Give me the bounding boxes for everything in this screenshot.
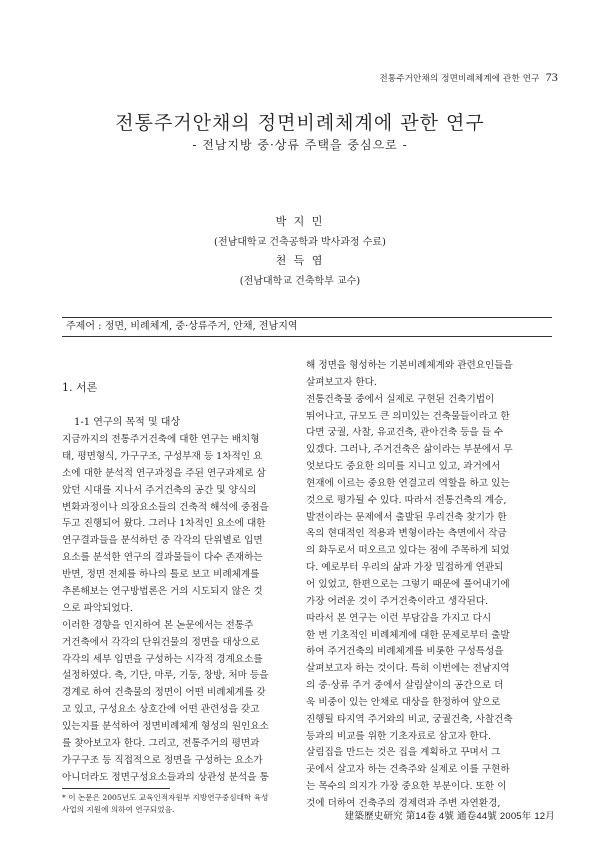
body-text-line: 가장 어려운 것이 주거건축이라고 생각된다. — [306, 595, 489, 607]
body-text-line: 살펴보고자 하는 것이다. 특히 이번에는 전남지역 — [306, 663, 510, 675]
subsection-heading: 1-1 연구의 목적 및 대상 — [74, 417, 181, 428]
author-affiliation-2: (전남대학교 건축학부 교수) — [239, 276, 361, 287]
body-text-line: 를 찾아보고자 한다. 그리고, 전통주거의 평면과 — [62, 738, 260, 750]
body-text-line: 지금까지의 전통주거건축에 대한 연구는 배치형 — [62, 434, 260, 445]
footnote-line: 사업의 지원에 의하여 연구되었음. — [62, 805, 175, 814]
body-text-line: 따라서 본 연구는 이런 부담감을 가지고 다시 — [306, 612, 492, 624]
body-text-line: 진행될 타지역 주거와의 비교, 궁궐건축, 사찰건축 — [306, 713, 513, 725]
body-text-line: 현재에 이르는 중요한 연결고리 역할을 하고 있는 — [306, 477, 510, 489]
body-text-line: 뛰어나고, 규모도 큰 의미있는 건축물들이라고 한 — [306, 410, 510, 422]
body-text-line: 살림집을 만드는 것은 집을 계획하고 꾸며서 그 — [306, 747, 501, 759]
section-heading: 1. 서론 — [62, 381, 98, 394]
footnote — [62, 792, 302, 816]
body-text-line: 거건축에서 각각의 단위건물의 정면을 대상으로 — [62, 636, 260, 648]
body-text-line: 것으로 평가될 수 있다. 따라서 전통건축의 계승, — [306, 494, 507, 506]
body-text-line: 설정하였다. 축, 기단, 마루, 기둥, 창방, 처마 등을 — [62, 670, 269, 682]
paper-title: 전통주거안채의 정면비례체계에 관한 연구 — [115, 112, 485, 134]
body-text-line: 엇보다도 중요한 의미를 지니고 있고, 과거에서 — [306, 461, 501, 473]
body-text-line: 다. 예로부터 우리의 삶과 가장 밀접하게 연관되 — [306, 562, 504, 574]
body-text-line: 각각의 세부 입면을 구성하는 시각적 경계요소를 — [62, 653, 263, 665]
body-text-line: 았던 시대를 지나서 주거건축의 공간 및 양식의 — [62, 484, 257, 496]
body-text-line: 전통건축물 중에서 실제로 구현된 건축기법이 — [306, 393, 495, 405]
body-text-line: 발전이라는 문제에서 출발된 우리건축 찾기가 한 — [306, 511, 507, 523]
body-text-line: 연구결과들을 분석하던 중 각각의 단위별로 입면 — [62, 535, 263, 547]
body-text-line: 으로 파악되었다. — [62, 602, 133, 614]
body-text-line: 가구구조 등 직접적으로 정면을 구성하는 요소가 — [62, 754, 263, 766]
body-text-line: 변화과정이나 의장요소들의 건축적 해석에 중점을 — [62, 501, 269, 513]
body-text-line: 있는지를 분석하여 정면비례체계 형성의 원인요소 — [62, 721, 269, 733]
running-header-title: 전통주거안채의 정면비례체계에 관한 연구 — [379, 74, 540, 84]
body-text-line: 의 화두로서 떠오르고 있다는 점에 주목하게 되었 — [306, 545, 510, 557]
author-affiliation-1: (전남대학교 건축공학과 박사과정 수료) — [214, 237, 386, 248]
footnote-divider — [62, 788, 170, 789]
body-text-line: 있겠다. 그러나, 주거건축은 삶이라는 부분에서 무 — [306, 444, 513, 456]
journal-footer: 建築歷史研究 第14卷 4號 通卷44號 2005年 12月 — [344, 811, 555, 822]
right-column-body — [306, 358, 548, 813]
page-number: 73 — [545, 70, 558, 84]
body-text-line: 태, 평면형식, 가구구조, 구성부재 등 1차적인 요 — [62, 450, 263, 462]
body-text-line: 옥의 현대적인 적용과 변형이라는 측면에서 작금 — [306, 528, 507, 540]
body-text-line: 는 목수의 의지가 가장 중요한 부분이다. 또한 이 — [306, 781, 507, 793]
author-name-1: 박 지 민 — [275, 215, 325, 228]
body-text-line: 의 중·상류 주거 중에서 살림살이의 공간으로 더 — [306, 680, 504, 692]
body-text-line: 요소를 분석한 연구의 결과물들이 다수 존재하는 — [62, 552, 263, 564]
body-text-line: 어 있었고, 한편으로는 그렇기 때문에 풀어내기에 — [306, 578, 510, 590]
body-text-line: 아니더라도 정면구성요소들과의 상관성 분석을 통 — [62, 771, 269, 783]
keywords-line: 주제어 : 정면, 비례체계, 중·상류주거, 안채, 전남지역 — [62, 317, 552, 337]
body-text-line: 등과의 비교를 위한 기초자료로 삼고자 한다. — [306, 730, 492, 742]
body-text-line: 경계로 하여 건축물의 정면이 어떤 비례체계를 갖 — [62, 687, 266, 699]
body-text-line: 이러한 경향을 인지하여 본 논문에서는 전통주 — [62, 619, 254, 631]
body-text-line: 해 정면을 형성하는 기본비례체계와 관련요인들을 — [306, 360, 513, 371]
body-text-line: 두고 진행되어 왔다. 그러나 1차적인 요소에 대한 — [62, 518, 266, 530]
body-text-line: 추론해보는 연구방법론은 거의 시도되지 않은 것 — [62, 586, 263, 598]
body-text-line: 소에 대한 분석적 연구과정을 주된 연구과제로 삼 — [62, 467, 266, 479]
body-text-line: 살펴보고자 한다. — [306, 376, 377, 388]
body-text-line: 욱 비중이 있는 안채로 대상을 한정하여 앞으로 — [306, 696, 501, 708]
body-text-line: 한 번 기초적인 비례체계에 대한 문제로부터 출발 — [306, 629, 510, 641]
left-column-body — [62, 432, 304, 787]
author-name-2: 천 득 염 — [275, 254, 325, 267]
body-text-line: 하여 주거건축의 비례체계를 비롯한 구성특성을 — [306, 646, 504, 658]
body-text-line: 것에 더하여 건축주의 경제력과 주변 자연환경, — [306, 797, 501, 809]
paper-subtitle: - 전남지방 중·상류 주택을 중심으로 - — [192, 138, 408, 152]
running-header — [300, 70, 558, 85]
body-text-line: 고 있고, 구성요소 상호간에 어떤 관련성을 갖고 — [62, 704, 260, 716]
body-text-line: 곳에서 살고자 하는 건축주와 실제로 이를 구현하 — [306, 764, 510, 776]
body-text-line: 반면, 정면 전체를 하나의 틀로 보고 비례체계를 — [62, 569, 260, 581]
body-text-line: 다면 궁궐, 사찰, 유교건축, 관아건축 등을 들 수 — [306, 427, 504, 439]
footnote-line: * 이 논문은 2005년도 교육인적자원부 지방연구중심대학 육성 — [62, 793, 269, 802]
